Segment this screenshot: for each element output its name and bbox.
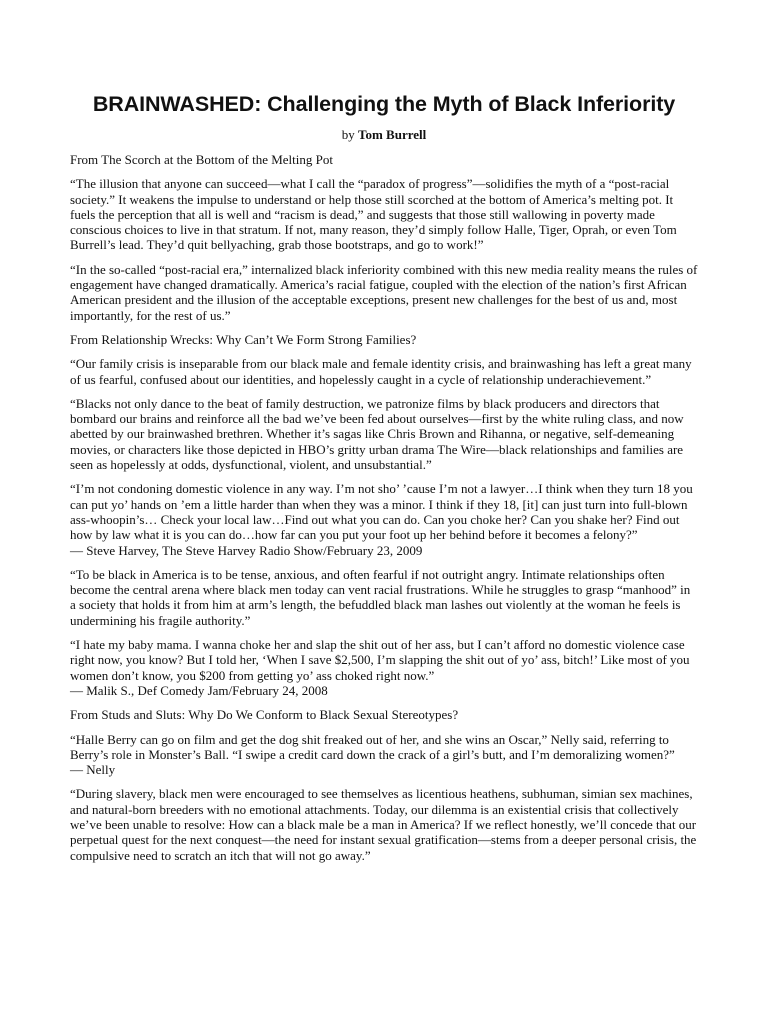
document-body [70, 152, 698, 863]
quote-block [70, 396, 698, 472]
quote-block [70, 356, 698, 387]
quote-text: “To be black in America is to be tense, anxious, and often fearful if not outright angry. Intimate relationships often become the central arena where black men today can vent racial frustrations. While he struggles to grasp “manhood” in a society that holds it from him at arm’s length, the befuddled black man lashes out violently at the woman he feels is undermining his fragile authority.” [70, 566, 691, 628]
author-name: Tom Burrell [357, 127, 427, 142]
section-heading [70, 152, 698, 167]
section-heading-text: From The Scorch at the Bottom of the Melting Pot [70, 152, 333, 167]
quote-text: “I’m not condoning domestic violence in any way. I’m not sho’ ’cause I’m not a lawyer…I think when they turn 18 you can put yo’ hands on ’em a little harder than when they was a minor. I think if they 18, [it] can just turn into full-blown ass-whoopin’s… Check your local law…Find out what you can do. Can you choke her? Can you shake her? Find out how by law what it is you can do…how far can you put your foot up her behind before it becomes a felony?” [70, 481, 693, 543]
quote-attribution: — Steve Harvey, The Steve Harvey Radio Show/February 23, 2009 [70, 542, 423, 558]
quote-block [70, 481, 698, 557]
quote-text: “Halle Berry can go on film and get the dog shit freaked out of her, and she wins an Oscar,” Nelly said, referring to Berry’s role in Monster’s Ball. “I swipe a credit card down the crack of a girl’s butt, and I’m demoralizing women?” [70, 731, 675, 762]
section-heading [70, 707, 698, 722]
quote-block [70, 262, 698, 323]
section-heading [70, 332, 698, 347]
quote-text: “Our family crisis is inseparable from our black male and female identity crisis, and brainwashing has left a great many of us fearful, confused about our identities, and hopelessly caught in a cycle of relationship underachievement.” [70, 356, 692, 387]
quote-block [70, 786, 698, 862]
quote-attribution: — Malik S., Def Comedy Jam/February 24, 2008 [70, 682, 328, 698]
section-heading-text: From Studs and Sluts: Why Do We Conform to Black Sexual Stereotypes? [70, 707, 459, 723]
quote-text: “Blacks not only dance to the beat of family destruction, we patronize films by black producers and directors that bombard our brains and reinforce all the bad we’ve been fed about ourselves—first by the white ruling class, and now abetted by our brainwashed brethren. Whether it’s sagas like Chris Brown and Rihanna, or negative, self-demeaning movies, or characters like those depicted in HBO’s gritty urban drama The Wire—black relationships and families are seen as hopelessly at odds, dysfunctional, violent, and unsubstantial.” [70, 395, 684, 473]
byline-prefix: by [341, 127, 355, 142]
byline [70, 127, 698, 143]
quote-block [70, 637, 698, 698]
quote-block [70, 567, 698, 628]
quote-attribution: — Nelly [70, 762, 116, 778]
quote-text: “I hate my baby mama. I wanna choke her and slap the shit out of her ass, but I can’t afford no domestic violence case right now, you know? But I told her, ‘When I save $2,500, I’m slapping the shit out of yo’ ass, bitch!’ Like most of you women don’t know, you $200 from getting yo’ ass choked right now.” [70, 637, 690, 683]
section-heading-text: From Relationship Wrecks: Why Can’t We Form Strong Families? [70, 331, 417, 347]
quote-text: “The illusion that anyone can succeed—what I call the “paradox of progress”—solidifies the myth of a “post-racial society.” It weakens the impulse to understand or help those still scorched at the bottom of America’s melting pot. It fuels the perception that all is well and “racism is dead,” and suggests that those still wallowing in poverty made conscious choices to live in that stratum. If not, many reason, they’d simply follow Halle, Tiger, Oprah, or even Tom Burrell’s lead. They’d quit bellyaching, grab those bootstraps, and go to work!” [70, 176, 677, 253]
quote-block [70, 176, 698, 252]
quote-text: “During slavery, black men were encouraged to see themselves as licentious heathens, subhuman, simian sex machines, and natural-born breeders with no emotional attachments. Today, our dilemma is an existential crisis that collectively we’ve been unable to resolve: How can a black male be a man in America? If we reflect honestly, we’ll concede that our perpetual quest for the next conquest—the need for instant sexual gratification—stems from a deeper personal crisis, the compulsive need to scratch an itch that will not go away.” [70, 786, 697, 863]
quote-text: “In the so-called “post-racial era,” internalized black inferiority combined with this new media reality means the rules of engagement have changed dramatically. America’s racial fatigue, coupled with the election of the nation’s first African American president and the illusion of the acceptable exceptions, present new challenges for the best of us and, most importantly, for the rest of us.” [70, 261, 698, 323]
page-title: BRAINWASHED: Challenging the Myth of Black Inferiority [92, 92, 676, 116]
quote-block [70, 732, 698, 778]
